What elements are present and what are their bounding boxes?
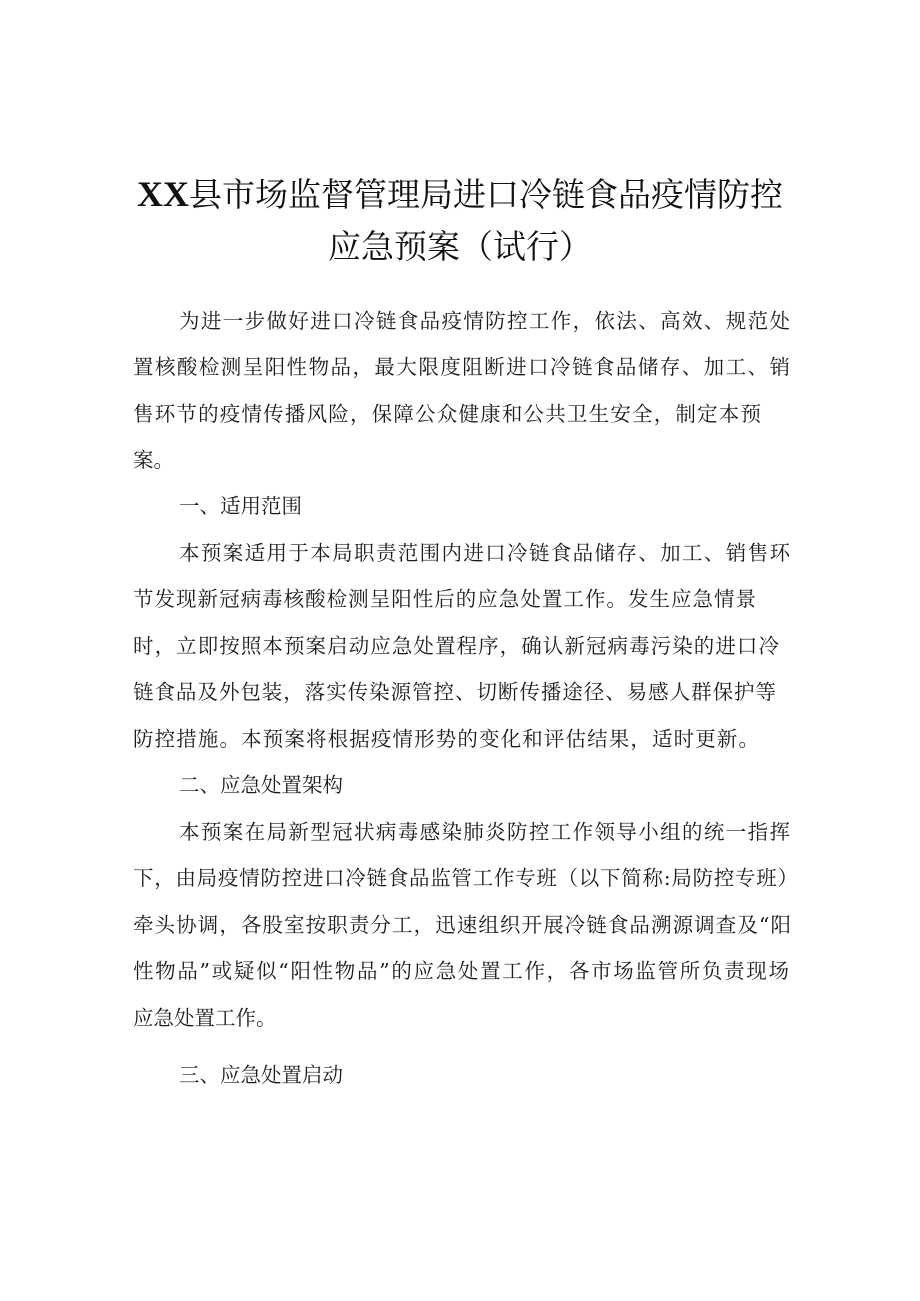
section-1-line: 节发现新冠病毒核酸检测呈阳性后的应急处置工作。发生应急情景 <box>133 587 756 611</box>
section-1-line: 防控措施。本预案将根据疫情形势的变化和评估结果，适时更新。 <box>133 727 759 751</box>
intro-line: 置核酸检测呈阳性物品，最大限度阻断进口冷链食品储存、加工、销 <box>133 355 790 379</box>
section-2-line: 牵头协调，各股室按职责分工，迅速组织开展冷链食品溯源调查及“阳 <box>133 913 791 937</box>
section-3-heading: 三、应急处置启动 <box>179 1063 343 1087</box>
document-title-line-1 <box>110 174 810 215</box>
section-2-line: 下，由局疫情防控进口冷链食品监管工作专班（以下简称:局防控专班） <box>133 866 798 890</box>
section-2-line: 性物品”或疑似“阳性物品”的应急处置工作，各市场监管所负责现场 <box>133 959 789 983</box>
section-2-heading: 二、应急处置架构 <box>179 773 343 797</box>
section-2-line: 应急处置工作。 <box>133 1006 277 1030</box>
intro-line: 案。 <box>133 448 174 472</box>
section-1-heading: 一、适用范围 <box>179 494 302 518</box>
intro-line: 为进一步做好进口冷链食品疫情防控工作，依法、高效、规范处 <box>179 309 790 333</box>
title-prefix: XX <box>137 174 189 214</box>
section-2-line: 本预案在局新型冠状病毒感染肺炎防控工作领导小组的统一指挥 <box>179 820 790 844</box>
title-line-1-text: 县市场监督管理局进口冷链食品疫情防控 <box>189 175 783 214</box>
document-title-line-2: 应急预案（试行） <box>328 227 592 266</box>
section-1-line: 本预案适用于本局职责范围内进口冷链食品储存、加工、销售环 <box>179 541 790 565</box>
section-1-line: 链食品及外包装，落实传染源管控、切断传播途径、易感人群保护等 <box>133 680 776 704</box>
section-1-line: 时，立即按照本预案启动应急处置程序，确认新冠病毒污染的进口冷 <box>133 634 779 658</box>
intro-line: 售环节的疫情传播风险，保障公众健康和公共卫生安全，制定本预 <box>133 402 761 426</box>
